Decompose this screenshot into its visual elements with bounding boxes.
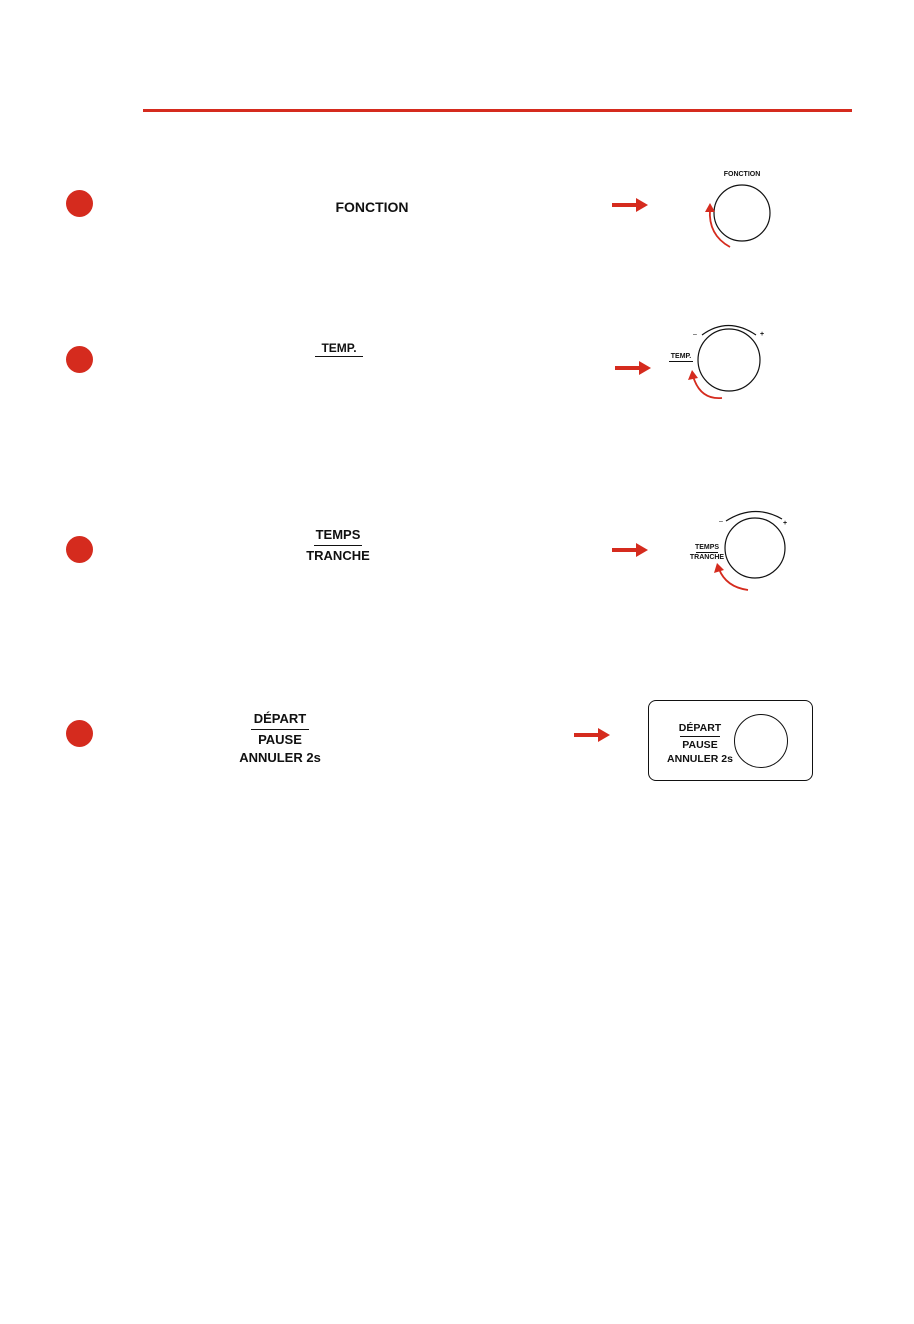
step-2-label: TEMP. <box>296 341 382 357</box>
step-3-bullet <box>66 536 93 563</box>
step-4-label: DÉPART PAUSE ANNULER 2s <box>239 711 321 766</box>
step-3-label: TEMPS TRANCHE <box>306 527 370 564</box>
step-3-arrow-icon <box>612 543 648 557</box>
start-pause-panel <box>648 700 813 781</box>
step-3-knob-label: TEMPS TRANCHE <box>689 544 725 561</box>
step-1-knob-label: FONCTION <box>723 171 761 178</box>
start-pause-panel-label: DÉPART PAUSE ANNULER 2s <box>667 722 733 766</box>
step-1-bullet <box>66 190 93 217</box>
function-knob-icon[interactable] <box>700 183 780 253</box>
start-pause-button[interactable] <box>734 714 788 768</box>
step-2-plus: + <box>759 331 765 338</box>
step-2-minus: – <box>693 331 697 338</box>
temperature-knob-icon[interactable] <box>670 318 780 418</box>
step-4-arrow-icon <box>574 728 610 742</box>
step-1-label: FONCTION <box>335 199 409 215</box>
step-2-knob-label: TEMP. <box>670 353 692 360</box>
header-rule <box>143 109 852 112</box>
step-3-minus: – <box>719 518 723 525</box>
step-4-bullet <box>66 720 93 747</box>
slice-time-knob-icon[interactable] <box>700 505 810 605</box>
step-1-arrow-icon <box>612 198 648 212</box>
step-2-arrow-icon <box>615 361 651 375</box>
step-2-bullet <box>66 346 93 373</box>
step-3-plus: + <box>782 520 788 527</box>
